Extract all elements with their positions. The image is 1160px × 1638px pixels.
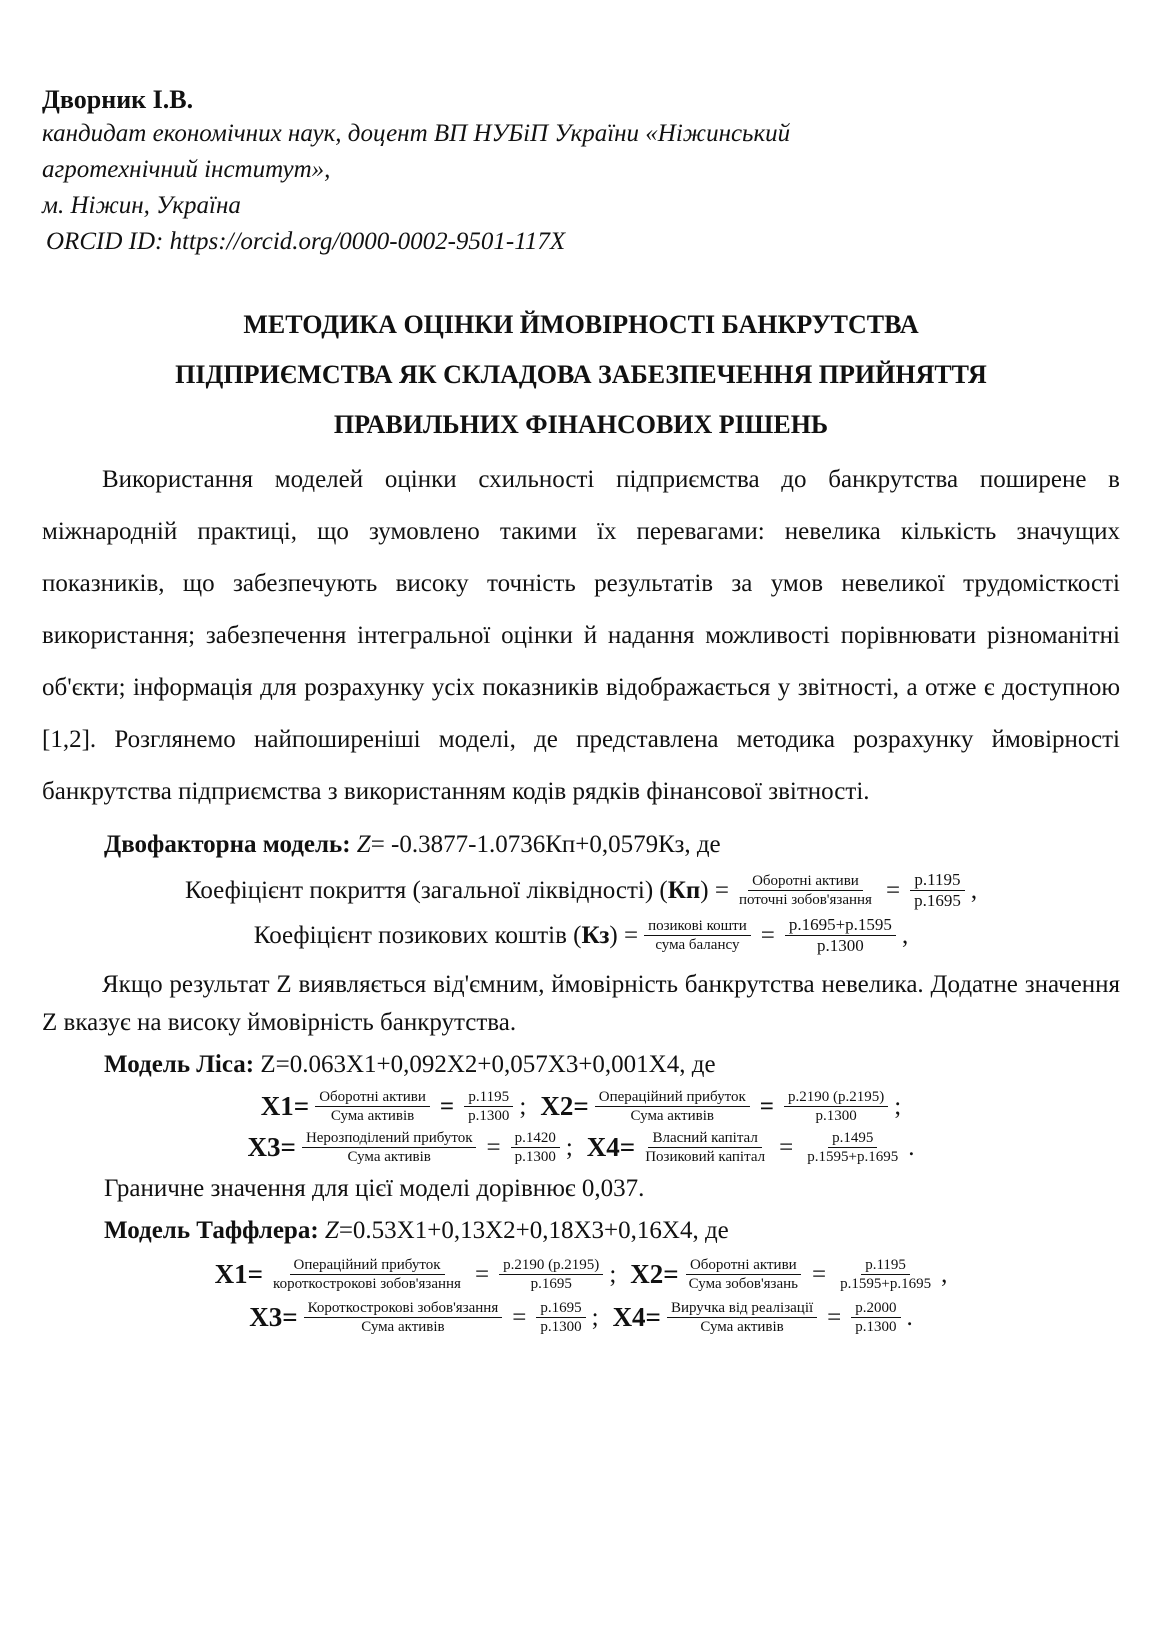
kz-fraction-codes bbox=[785, 915, 896, 956]
lis-x2-end: ; bbox=[894, 1092, 902, 1120]
lis-x3-numerator: Нерозподілений прибуток bbox=[302, 1129, 477, 1148]
kp-fraction-words bbox=[735, 872, 876, 909]
kp-formula bbox=[42, 870, 1120, 911]
lis-x1-codes bbox=[464, 1088, 513, 1125]
two-factor-heading bbox=[42, 826, 1120, 864]
kp-end: , bbox=[970, 876, 978, 904]
kz-denominator: сума балансу bbox=[655, 937, 740, 953]
two-factor-label: Двофакторна модель: bbox=[104, 831, 351, 858]
taffler-x1-end: ; bbox=[609, 1260, 617, 1288]
lis-x1-denominator-code: р.1300 bbox=[468, 1108, 510, 1124]
two-factor-z: Z bbox=[356, 831, 371, 858]
author-orcid: ORCID ID: https://orcid.org/0000-0002-9501-117X bbox=[46, 228, 566, 255]
taffler-x2-fraction bbox=[685, 1256, 802, 1293]
kp-close: ) = bbox=[700, 876, 729, 904]
title-line-1: МЕТОДИКА ОЦІНКИ ЙМОВІРНОСТІ БАНКРУТСТВА bbox=[243, 310, 919, 339]
lis-x1-end: ; bbox=[519, 1092, 527, 1120]
kp-text: Коефіцієнт покриття (загальної ліквідності) ( bbox=[184, 876, 668, 904]
lis-x4-label: X4= bbox=[586, 1132, 636, 1162]
taffler-z: Z bbox=[324, 1217, 339, 1244]
lis-x4-fraction bbox=[641, 1129, 769, 1166]
lis-x1-label: X1= bbox=[260, 1091, 310, 1121]
author-position-line1: кандидат економічних наук, доцент ВП НУБіП України «Ніжинський bbox=[42, 120, 791, 147]
taffler-x2-numerator: Оборотні активи bbox=[686, 1256, 801, 1275]
kz-close: ) = bbox=[609, 921, 639, 949]
taffler-x1-x2-row bbox=[42, 1256, 1120, 1293]
kz-equals: = bbox=[760, 921, 775, 949]
taffler-x3-end: ; bbox=[591, 1303, 599, 1331]
lis-x2-denominator-code: р.1300 bbox=[815, 1108, 857, 1124]
lis-x4-end: . bbox=[908, 1133, 915, 1161]
taffler-x2-equals: = bbox=[812, 1260, 827, 1288]
title-line-3: ПРАВИЛЬНИХ ФІНАНСОВИХ РІШЕНЬ bbox=[333, 410, 829, 439]
author-block bbox=[42, 84, 1120, 260]
taffler-heading bbox=[42, 1212, 1120, 1250]
lis-x4-codes bbox=[803, 1129, 902, 1166]
kp-symbol: Кп bbox=[667, 876, 701, 904]
taffler-x2-denominator-code: р.1595+р.1695 bbox=[840, 1276, 932, 1292]
taffler-x2-denominator: Сума зобов'язань bbox=[688, 1276, 798, 1292]
lis-x1-numerator-code: р.1195 bbox=[464, 1088, 513, 1107]
taffler-x4-denominator: Сума активів bbox=[700, 1319, 784, 1335]
lis-x1-x2-row bbox=[42, 1088, 1120, 1125]
taffler-x4-codes bbox=[851, 1299, 900, 1336]
two-factor-conclusion: Якщо результат Z виявляється від'ємним, ймовірність банкрутства невелика. Додатне значення Z вказує на високу ймовірність банкрутства. bbox=[42, 971, 1120, 1036]
kp-denominator-code: р.1695 bbox=[914, 891, 961, 910]
kp-fraction-codes bbox=[910, 870, 965, 911]
article-title bbox=[42, 300, 1120, 450]
taffler-x1-codes bbox=[499, 1256, 603, 1293]
taffler-x2-label: X2= bbox=[630, 1259, 679, 1289]
taffler-formula: =0.53X1+0,13X2+0,18X3+0,16X4, де bbox=[338, 1217, 729, 1244]
lis-x1-equals: = bbox=[439, 1092, 455, 1120]
lis-x4-numerator-code: р.1495 bbox=[828, 1129, 877, 1148]
kz-numerator-code: р.1695+р.1595 bbox=[785, 915, 896, 936]
lis-x2-numerator-code: р.2190 (р.2195) bbox=[784, 1088, 888, 1107]
taffler-x1-numerator: Операційний прибуток bbox=[290, 1256, 445, 1275]
taffler-x3-equals: = bbox=[512, 1303, 527, 1331]
two-factor-formula: = -0.3877-1.0736Кп+0,0579Кз, де bbox=[370, 831, 721, 858]
lis-x1-fraction bbox=[315, 1088, 430, 1125]
lis-x2-label: X2= bbox=[540, 1091, 589, 1121]
taffler-x1-label: X1= bbox=[214, 1259, 264, 1289]
lis-x4-numerator: Власний капітал bbox=[648, 1129, 761, 1148]
taffler-x4-denominator-code: р.1300 bbox=[855, 1319, 897, 1335]
taffler-x2-codes bbox=[836, 1256, 935, 1293]
lis-heading bbox=[42, 1046, 1120, 1084]
lis-x1-denominator: Сума активів bbox=[330, 1108, 415, 1124]
taffler-x3-numerator-code: р.1695 bbox=[536, 1299, 585, 1318]
taffler-x3-x4-row bbox=[42, 1299, 1120, 1336]
lis-label: Модель Ліса: bbox=[104, 1051, 255, 1078]
lis-x3-end: ; bbox=[565, 1133, 573, 1161]
taffler-x4-end: . bbox=[906, 1303, 913, 1331]
title-line-2: ПІДПРИЄМСТВА ЯК СКЛАДОВА ЗАБЕЗПЕЧЕННЯ ПРИЙНЯТТЯ bbox=[175, 360, 987, 389]
author-city: м. Ніжин, Україна bbox=[42, 192, 241, 219]
lis-x1-numerator: Оборотні активи bbox=[315, 1088, 430, 1107]
lis-x3-numerator-code: р.1420 bbox=[511, 1129, 560, 1148]
taffler-label: Модель Таффлера: bbox=[104, 1217, 319, 1244]
lis-formula: Z=0.063X1+0,092X2+0,057X3+0,001X4, де bbox=[254, 1051, 716, 1078]
lis-x3-label: X3= bbox=[247, 1132, 296, 1162]
taffler-x3-codes bbox=[536, 1299, 585, 1336]
lis-x2-fraction bbox=[595, 1088, 750, 1125]
kz-denominator-code: р.1300 bbox=[817, 936, 864, 955]
lis-x3-codes bbox=[511, 1129, 560, 1166]
lis-x2-codes bbox=[784, 1088, 888, 1125]
lis-x2-numerator: Операційний прибуток bbox=[595, 1088, 750, 1107]
taffler-x3-denominator: Сума активів bbox=[361, 1319, 445, 1335]
kz-numerator: позикові кошти bbox=[644, 917, 751, 936]
kz-text: Коефіцієнт позикових коштів ( bbox=[253, 921, 582, 949]
lis-x3-denominator-code: р.1300 bbox=[514, 1149, 556, 1165]
lis-x2-equals: = bbox=[759, 1092, 774, 1120]
lis-x4-denominator-code: р.1595+р.1695 bbox=[807, 1149, 899, 1165]
intro-paragraph: Використання моделей оцінки схильності підприємства до банкрутства поширене в міжнародній практиці, що зумовлено такими їх перевагами: невелика кількість значущих показників, що забезпечують високу точність результатів за умов невеликої трудомісткості використання; забезпечення інтегральної оцінки й надання можливості порівнювати різноманітні об'єкти; інформація для розрахунку усіх показників відображається у звітності, а отже є доступною [1,2]. Розглянемо найпоширеніші моделі, де представлена методика розрахунку ймовірності банкрутства підприємства з використанням кодів рядків фінансової звітності. bbox=[42, 466, 1120, 805]
taffler-x4-label: X4= bbox=[612, 1302, 661, 1332]
lis-x3-x4-row bbox=[42, 1129, 1120, 1166]
kp-equals: = bbox=[885, 876, 901, 904]
taffler-x4-fraction bbox=[667, 1299, 817, 1336]
taffler-x3-denominator-code: р.1300 bbox=[540, 1319, 582, 1335]
taffler-x1-fraction bbox=[269, 1256, 465, 1293]
kz-fraction-words bbox=[644, 917, 751, 954]
author-name: Дворник І.В. bbox=[42, 85, 194, 114]
taffler-x1-equals: = bbox=[474, 1260, 490, 1288]
lis-x3-fraction bbox=[302, 1129, 477, 1166]
taffler-x2-end: , bbox=[941, 1260, 948, 1288]
lis-x2-denominator: Сума активів bbox=[630, 1108, 714, 1124]
taffler-x2-numerator-code: р.1195 bbox=[861, 1256, 910, 1275]
taffler-x4-numerator: Виручка від реалізації bbox=[667, 1299, 817, 1318]
author-position-line2: агротехнічний інститут», bbox=[42, 156, 331, 183]
taffler-x3-label: X3= bbox=[249, 1302, 298, 1332]
taffler-x3-fraction bbox=[304, 1299, 503, 1336]
lis-x4-equals: = bbox=[779, 1133, 794, 1161]
taffler-x1-denominator: короткострокові зобов'язання bbox=[273, 1276, 461, 1292]
taffler-x4-equals: = bbox=[827, 1303, 842, 1331]
lis-x4-denominator: Позиковий капітал bbox=[645, 1149, 766, 1165]
taffler-x1-denominator-code: р.1695 bbox=[530, 1276, 572, 1292]
taffler-x1-numerator-code: р.2190 (р.2195) bbox=[499, 1256, 603, 1275]
taffler-x4-numerator-code: р.2000 bbox=[851, 1299, 900, 1318]
kp-numerator: Оборотні активи bbox=[748, 872, 863, 891]
lis-threshold: Граничне значення для цієї моделі дорівнює 0,037. bbox=[104, 1175, 645, 1202]
kp-numerator-code: р.1195 bbox=[910, 870, 964, 891]
kz-formula bbox=[42, 915, 1120, 956]
lis-x3-denominator: Сума активів bbox=[347, 1149, 431, 1165]
kp-denominator: поточні зобов'язання bbox=[738, 892, 872, 908]
lis-x3-equals: = bbox=[486, 1133, 501, 1161]
kz-end: , bbox=[901, 921, 909, 949]
taffler-x3-numerator: Короткострокові зобов'язання bbox=[304, 1299, 503, 1318]
kz-symbol: Кз bbox=[581, 921, 610, 949]
